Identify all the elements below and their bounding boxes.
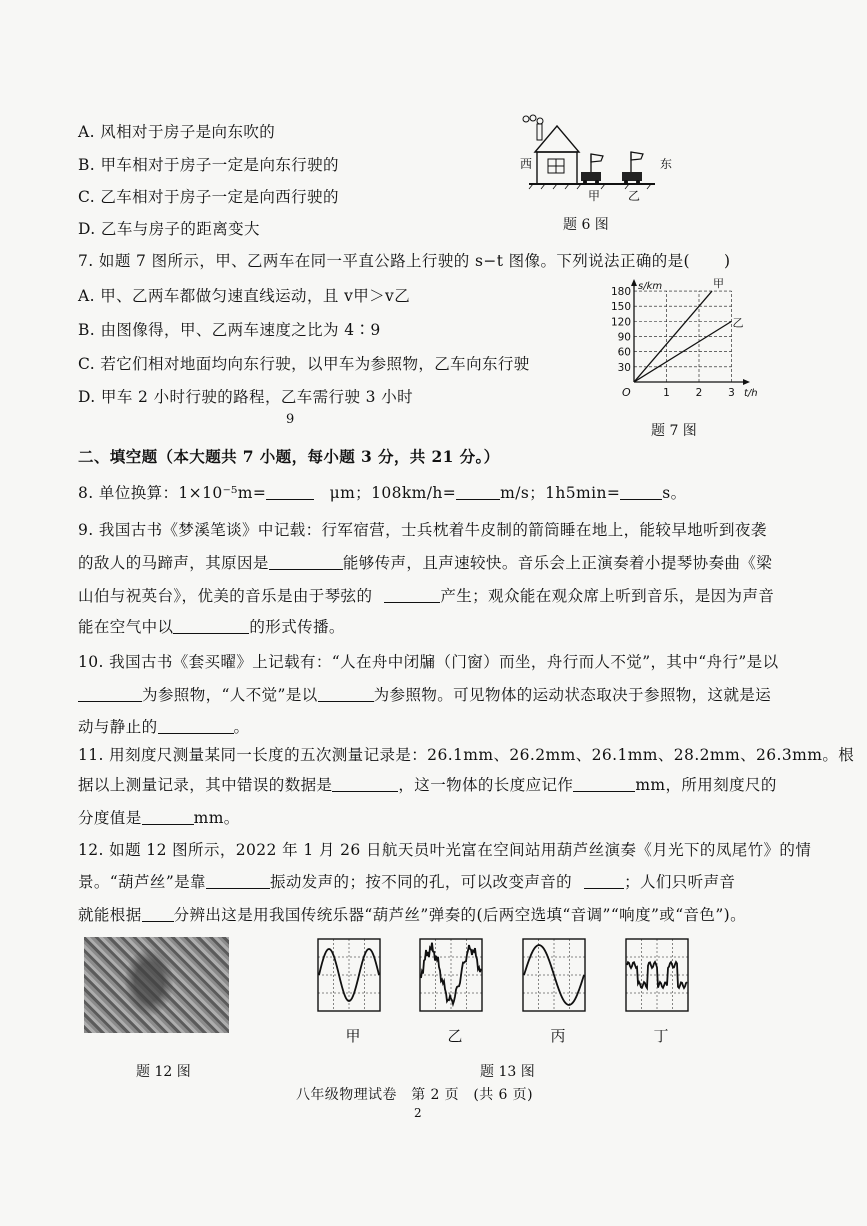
q8-text-4: s。 xyxy=(662,484,687,502)
waveform-panel xyxy=(318,939,380,1045)
waveform-label: 丁 xyxy=(653,1027,669,1045)
q10-text: 。 xyxy=(233,718,250,736)
waveform-panel xyxy=(420,939,482,1045)
q11-blank-3[interactable] xyxy=(142,810,194,825)
car-b xyxy=(622,172,642,181)
q9-text: 产生；观众能在观众席上听到音乐，是因为声音 xyxy=(440,587,775,605)
q7-stem xyxy=(78,249,730,271)
q11-text: 据以上测量记录，其中错误的数据是 xyxy=(78,776,333,794)
x-tick-label: 3 xyxy=(728,387,735,399)
q11-text: mm，所用刻度尺的 xyxy=(635,776,777,794)
q9-line-1: 9. 我国古书《梦溪笔谈》中记载：行军宿营，士兵枕着牛皮制的箭筒睡在地上，能较早地听到夜袭 xyxy=(78,521,767,539)
q9-text: 能在空气中以 xyxy=(78,618,174,636)
q11-blank-2[interactable] xyxy=(573,777,635,792)
q6-option-c: C. 乙车相对于房子一定是向西行驶的 xyxy=(78,188,339,206)
figure-7-st-chart xyxy=(600,277,758,403)
q12-line-3 xyxy=(78,903,746,925)
q12-text: 振动发声的；按不同的孔，可以改变声音的 xyxy=(269,873,573,891)
y-tick-label: 150 xyxy=(610,301,631,314)
q10-text: 动与静止的 xyxy=(78,718,158,736)
q10-blank-1[interactable] xyxy=(78,687,142,702)
q11-text: ，这一物体的长度应记作 xyxy=(398,776,574,794)
q8-text-3: m/s；1h5min= xyxy=(500,484,621,502)
q12-text: 景。“葫芦丝”是靠 xyxy=(78,873,206,891)
q9-text: 的敌人的马蹄声，其原因是 xyxy=(78,554,269,572)
q10-text: 为参照物。可见物体的运动状态取决于参照物，这就是运 xyxy=(373,686,772,704)
q7-option-c: C. 若它们相对地面均向东行驶，以甲车为参照物，乙车向东行驶 xyxy=(78,355,530,373)
x-axis-label: t/h xyxy=(744,388,758,399)
q8-text-1: 8. 单位换算：1×10⁻⁵m= xyxy=(78,484,267,502)
q10-blank-2[interactable] xyxy=(318,687,374,702)
q8-blank-2[interactable] xyxy=(456,485,500,500)
figure-6-caption: 题 6 图 xyxy=(563,217,609,233)
q6-option-d: D. 乙车与房子的距离变大 xyxy=(78,220,260,238)
q10-blank-3[interactable] xyxy=(158,719,234,734)
chart-axes xyxy=(631,279,750,385)
q11-line-2 xyxy=(78,773,777,795)
house-body xyxy=(537,152,577,184)
waveform-panel xyxy=(626,939,688,1045)
x-tick-label: 1 xyxy=(663,387,670,399)
q10-line-3 xyxy=(78,715,249,737)
q12-text: ；人们只听声音 xyxy=(624,873,736,891)
y-tick-label: 120 xyxy=(610,316,631,329)
q9-text: 的形式传播。 xyxy=(249,618,345,636)
label-car-b: 乙 xyxy=(628,189,641,203)
series-label: 甲 xyxy=(713,277,724,291)
q8-text-2: μm；108km/h= xyxy=(329,484,457,502)
car-a-flag xyxy=(591,154,603,162)
q10-line-2 xyxy=(78,683,771,705)
y-tick-label: 180 xyxy=(610,286,631,299)
x-tick-label: 2 xyxy=(695,387,703,399)
q10-text: 为参照物，“人不觉”是以 xyxy=(142,686,318,704)
figure-12-photo xyxy=(84,937,229,1033)
q9-blank-2[interactable] xyxy=(384,588,440,603)
figure-6-house-cars xyxy=(515,112,675,207)
q11-blank-1[interactable] xyxy=(332,777,398,792)
q9-blank-1[interactable] xyxy=(269,555,343,570)
series-label: 乙 xyxy=(732,316,744,330)
origin-label: O xyxy=(622,386,631,399)
waveform-label: 丙 xyxy=(550,1027,566,1045)
y-tick-label: 60 xyxy=(617,346,631,359)
q12-blank-3[interactable] xyxy=(142,907,174,922)
q9-text: 能够传声，且声速较快。音乐会上正演奏着小提琴协奏曲《梁 xyxy=(342,554,773,572)
q9-blank-3[interactable] xyxy=(173,619,249,634)
q8 xyxy=(78,481,687,503)
y-tick-label: 30 xyxy=(617,361,631,374)
chart-grid xyxy=(634,291,732,382)
q7-stem-text: 7. 如题 7 图所示，甲、乙两车在同一平直公路上行驶的 s−t 图像。下列说法正确的是( xyxy=(78,252,691,270)
q12-blank-1[interactable] xyxy=(206,874,270,889)
page-footer: 八年级物理试卷 第 2 页 (共 6 页) xyxy=(296,1087,533,1103)
q7-option-b: B. 由图像得，甲、乙两车速度之比为 4∶9 xyxy=(78,321,381,339)
q9-line-3 xyxy=(78,584,774,606)
car-a xyxy=(581,172,601,181)
figure-13-caption: 题 13 图 xyxy=(480,1064,535,1080)
page-number: 2 xyxy=(414,1106,423,1120)
q12-text: 分辨出这是用我国传统乐器“葫芦丝”弹奏的(后两空选填“音调”“响度”或“音色”)。 xyxy=(173,906,746,924)
y-axis-arrow xyxy=(631,279,637,286)
q6-option-b: B. 甲车相对于房子一定是向东行驶的 xyxy=(78,156,339,174)
q12-text: 就能根据 xyxy=(78,906,142,924)
q8-blank-3[interactable] xyxy=(620,485,662,500)
y-tick-label: 90 xyxy=(617,331,631,344)
waveform-label: 乙 xyxy=(447,1027,463,1045)
q7-option-a: A. 甲、乙两车都做匀速直线运动，且 v甲＞v乙 xyxy=(78,287,411,305)
car-b-flag xyxy=(631,152,643,160)
q6-option-a: A. 风相对于房子是向东吹的 xyxy=(78,123,276,141)
chimney xyxy=(537,124,542,140)
q12-blank-2[interactable] xyxy=(584,874,624,889)
q9-text: 山伯与祝英台》，优美的音乐是由于琴弦的 xyxy=(78,587,373,605)
q11-text: 分度值是 xyxy=(78,809,142,827)
q10-line-1: 10. 我国古书《套买曜》上记载有：“人在舟中闭牖（门窗）而坐，舟行而人不觉”，其中“舟行”是以 xyxy=(78,653,779,671)
x-axis-arrow xyxy=(743,379,750,385)
q9-line-2 xyxy=(78,551,772,573)
chart-labels xyxy=(611,277,758,399)
waveform-label: 甲 xyxy=(345,1027,361,1045)
label-east: 东 xyxy=(660,157,673,171)
figure-7-caption: 题 7 图 xyxy=(651,423,697,439)
q9-line-4 xyxy=(78,615,345,637)
figure-13-waveforms xyxy=(310,935,710,1047)
q11-line-3 xyxy=(78,806,240,828)
waveform-panel xyxy=(523,939,585,1045)
q7-option-d: D. 甲车 2 小时行驶的路程，乙车需行驶 3 小时 xyxy=(78,388,414,406)
q12-line-2 xyxy=(78,870,735,892)
y-axis-label: s/km xyxy=(638,281,663,292)
q8-blank-1[interactable] xyxy=(266,485,314,500)
label-car-a: 甲 xyxy=(588,189,601,203)
q12-line-1: 12. 如题 12 图所示，2022 年 1 月 26 日航天员叶光富在空间站用葫芦丝演奏《月光下的凤尾竹》的情 xyxy=(78,841,812,859)
q11-text: mm。 xyxy=(193,809,240,827)
q11-line-1: 11. 用刻度尺测量某同一长度的五次测量记录是：26.1mm、26.2mm、26.1mm、28.2mm、26.3mm。根 xyxy=(78,746,855,764)
label-west: 西 xyxy=(520,157,533,171)
q7-stem-end: ) xyxy=(724,252,731,270)
figure-12-caption: 题 12 图 xyxy=(136,1064,191,1080)
stray-mark: 9 xyxy=(286,412,295,427)
section-2-title: 二、填空题（本大题共 7 小题，每小题 3 分，共 21 分。） xyxy=(78,447,500,466)
